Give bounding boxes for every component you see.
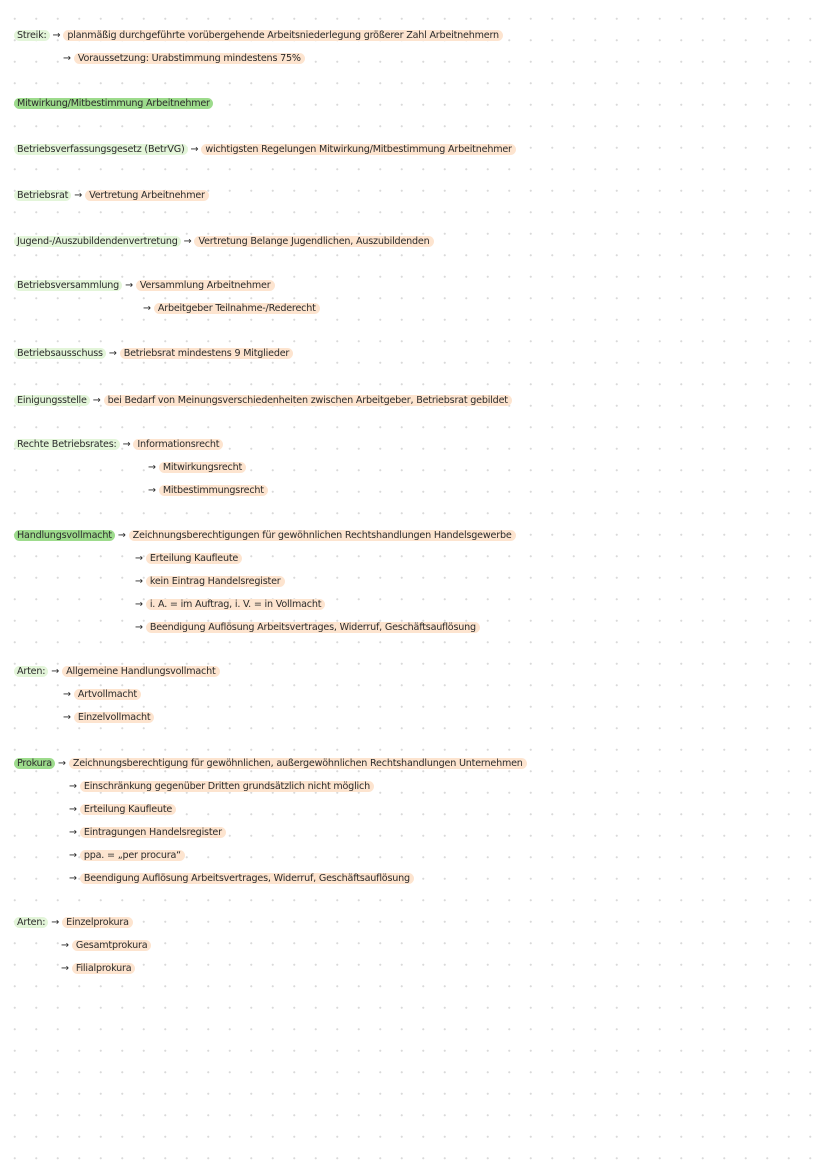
arrow-icon: → [148, 462, 156, 473]
prokura-item: Beendigung Auflösung Arbeitsvertrages, Widerruf, Geschäftsauflösung [80, 873, 414, 884]
arten1-item: Artvollmacht [74, 689, 141, 700]
streik-term: Streik: [14, 30, 50, 41]
arrow-icon: → [63, 689, 71, 700]
prokura-row-2 [66, 779, 374, 794]
arrow-icon: → [122, 439, 131, 450]
arrow-icon: → [51, 917, 60, 928]
hv-item: i. A. = im Auftrag, i. V. = in Vollmacht [146, 599, 325, 610]
streik-row-2 [60, 51, 305, 66]
betrvg-definition: wichtigsten Regelungen Mitwirkung/Mitbestimmung Arbeitnehmer [201, 144, 515, 155]
prokura-item: Zeichnungsberechtigung für gewöhnlichen, außergewöhnlichen Rechtshandlungen Unternehmen [69, 758, 527, 769]
betriebsrat-row [14, 188, 209, 203]
hv-row-1 [14, 528, 516, 543]
ausschuss-term: Betriebsausschuss [14, 348, 106, 359]
arrow-icon: → [61, 940, 69, 951]
versammlung-term: Betriebsversammlung [14, 280, 122, 291]
arrow-icon: → [69, 827, 77, 838]
arrow-icon: → [125, 280, 133, 291]
arten2-row-1 [14, 915, 133, 930]
prokura-row-6 [66, 871, 414, 886]
jugend-term: Jugend-/Auszubildendenvertretung [14, 236, 181, 247]
arten2-item: Filialprokura [72, 963, 136, 974]
hv-item: Beendigung Auflösung Arbeitsvertrages, Widerruf, Geschäftsauflösung [146, 622, 480, 633]
einigung-row [14, 393, 512, 408]
betrvg-row [14, 142, 516, 157]
arten1-item: Allgemeine Handlungsvollmacht [62, 666, 219, 677]
arrow-icon: → [57, 758, 66, 769]
arten2-row-3 [58, 961, 135, 976]
prokura-item: Eintragungen Handelsregister [80, 827, 226, 838]
prokura-item: Einschränkung gegenüber Dritten grundsätzlich nicht möglich [80, 781, 374, 792]
hv-row-3 [132, 574, 285, 589]
section-heading [14, 96, 213, 111]
arrow-icon: → [69, 850, 77, 861]
arrow-icon: → [190, 144, 199, 155]
arrow-icon: → [183, 236, 192, 247]
arrow-icon: → [52, 30, 61, 41]
versammlung-rederecht: Arbeitgeber Teilnahme-/Rederecht [154, 303, 320, 314]
arten1-item: Einzelvollmacht [74, 712, 155, 723]
rechte-item: Informationsrecht [133, 439, 223, 450]
streik-requirement: Voraussetzung: Urabstimmung mindestens 75% [74, 53, 305, 64]
jugend-row [14, 234, 434, 249]
einigung-term: Einigungsstelle [14, 395, 90, 406]
rechte-row-1 [14, 437, 223, 452]
arrow-icon: → [135, 599, 143, 610]
streik-definition: planmäßig durchgeführte vorübergehende Arbeitsniederlegung größerer Zahl Arbeitnehmern [63, 30, 503, 41]
versammlung-row-1 [14, 278, 275, 293]
rechte-item: Mitbestimmungsrecht [159, 485, 268, 496]
arrow-icon: → [69, 781, 77, 792]
betriebsrat-term: Betriebsrat [14, 190, 71, 201]
arrow-icon: → [63, 53, 71, 64]
arrow-icon: → [135, 622, 143, 633]
prokura-row-5 [66, 848, 185, 863]
rechte-term: Rechte Betriebsrates: [14, 439, 120, 450]
arrow-icon: → [74, 190, 83, 201]
arrow-icon: → [92, 395, 101, 406]
arrow-icon: → [51, 666, 60, 677]
einigung-definition: bei Bedarf von Meinungsverschiedenheiten zwischen Arbeitgeber, Betriebsrat gebildet [104, 395, 512, 406]
hv-row-2 [132, 551, 242, 566]
betriebsrat-definition: Vertretung Arbeitnehmer [85, 190, 209, 201]
arrow-icon: → [135, 553, 143, 564]
prokura-row-4 [66, 825, 226, 840]
arten1-row-2 [60, 687, 141, 702]
arrow-icon: → [148, 485, 156, 496]
versammlung-definition: Versammlung Arbeitnehmer [136, 280, 275, 291]
rechte-row-2 [145, 460, 246, 475]
arrow-icon: → [61, 963, 69, 974]
streik-row-1 [14, 28, 503, 43]
hv-term: Handlungsvollmacht [14, 530, 115, 541]
arten1-row-1 [14, 664, 220, 679]
ausschuss-row [14, 346, 293, 361]
betrvg-term: Betriebsverfassungsgesetz (BetrVG) [14, 144, 188, 155]
arrow-icon: → [135, 576, 143, 587]
ausschuss-definition: Betriebsrat mindestens 9 Mitglieder [120, 348, 293, 359]
arten2-row-2 [58, 938, 151, 953]
hv-row-4 [132, 597, 325, 612]
arrow-icon: → [108, 348, 117, 359]
arten2-item: Einzelprokura [62, 917, 133, 928]
arrow-icon: → [69, 873, 77, 884]
versammlung-row-2 [140, 301, 320, 316]
rechte-row-3 [145, 483, 268, 498]
rechte-item: Mitwirkungsrecht [159, 462, 246, 473]
arrow-icon: → [143, 303, 151, 314]
arrow-icon: → [69, 804, 77, 815]
hv-item: Erteilung Kaufleute [146, 553, 242, 564]
jugend-definition: Vertretung Belange Jugendlichen, Auszubildenden [194, 236, 433, 247]
prokura-term: Prokura [14, 758, 55, 769]
prokura-item: ppa. = „per procura“ [80, 850, 185, 861]
arten2-term: Arten: [14, 917, 48, 928]
hv-row-5 [132, 620, 480, 635]
arrow-icon: → [63, 712, 71, 723]
prokura-item: Erteilung Kaufleute [80, 804, 176, 815]
prokura-row-1 [14, 756, 527, 771]
arten1-row-3 [60, 710, 154, 725]
arrow-icon: → [117, 530, 126, 541]
arten2-item: Gesamtprokura [72, 940, 152, 951]
hv-item: Zeichnungsberechtigungen für gewöhnlichen Rechtshandlungen Handelsgewerbe [129, 530, 516, 541]
arten1-term: Arten: [14, 666, 48, 677]
prokura-row-3 [66, 802, 176, 817]
hv-item: kein Eintrag Handelsregister [146, 576, 285, 587]
heading-mitwirkung: Mitwirkung/Mitbestimmung Arbeitnehmer [14, 98, 213, 109]
